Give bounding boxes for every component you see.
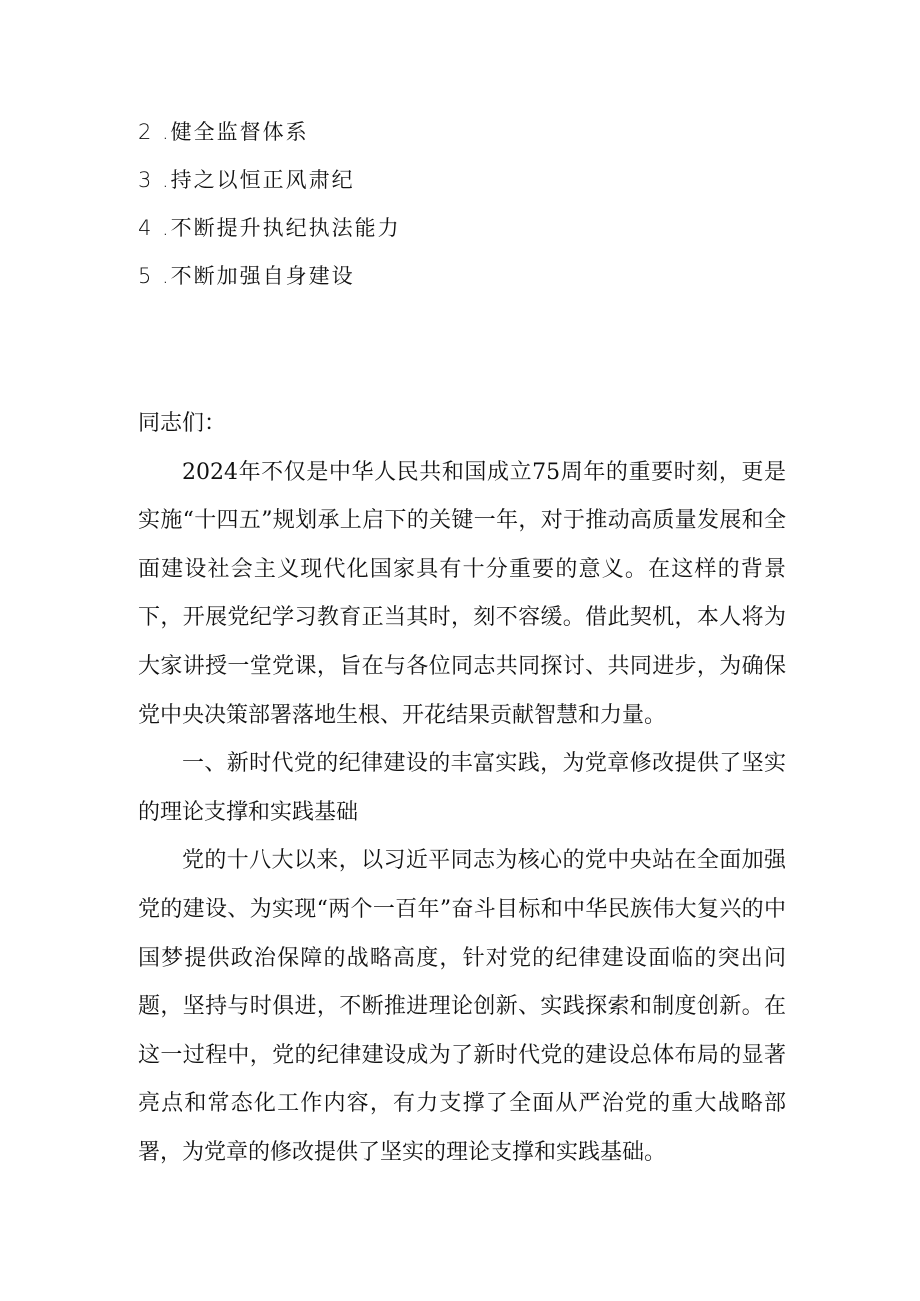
outline-list <box>138 114 401 306</box>
outline-item <box>138 162 401 210</box>
outline-item-number: 3 <box>138 168 154 192</box>
outline-item <box>138 258 401 306</box>
outline-item <box>138 210 401 258</box>
speech-body <box>138 400 786 1178</box>
outline-item-label: .持之以恒正风肃纪 <box>162 168 355 192</box>
outline-item-label: .健全监督体系 <box>162 120 309 144</box>
body-paragraph: 党的十八大以来，以习近平同志为核心的党中央站在全面加强党的建设、为实现“两个一百年”奋斗目标和中华民族伟大复兴的中国梦提供政治保障的战略高度，针对党的纪律建设面临的突出问题，坚持与时俱进，不断推进理论创新、实践探索和制度创新。在这一过程中，党的纪律建设成为了新时代党的建设总体布局的显著亮点和常态化工作内容，有力支撑了全面从严治党的重大战略部署，为党章的修改提供了坚实的理论支撑和实践基础。 <box>138 848 786 1165</box>
salutation: 同志们： <box>138 411 227 436</box>
outline-item-number: 5 <box>138 264 154 288</box>
outline-item <box>138 114 401 162</box>
outline-item-number: 2 <box>138 120 154 144</box>
outline-item-label: .不断加强自身建设 <box>162 264 355 288</box>
outline-item-number: 4 <box>138 216 154 240</box>
outline-item-label: .不断提升执纪执法能力 <box>162 216 401 240</box>
intro-paragraph: 2024年不仅是中华人民共和国成立75周年的重要时刻，更是实施“十四五”规划承上启下的关键一年，对于推动高质量发展和全面建设社会主义现代化国家具有十分重要的意义。在这样的背景下，开展党纪学习教育正当其时，刻不容缓。借此契机，本人将为大家讲授一堂党课，旨在与各位同志共同探讨、共同进步，为确保党中央决策部署落地生根、开花结果贡献智慧和力量。 <box>138 459 786 728</box>
section-heading: 一、新时代党的纪律建设的丰富实践，为党章修改提供了坚实的理论支撑和实践基础 <box>138 751 786 825</box>
